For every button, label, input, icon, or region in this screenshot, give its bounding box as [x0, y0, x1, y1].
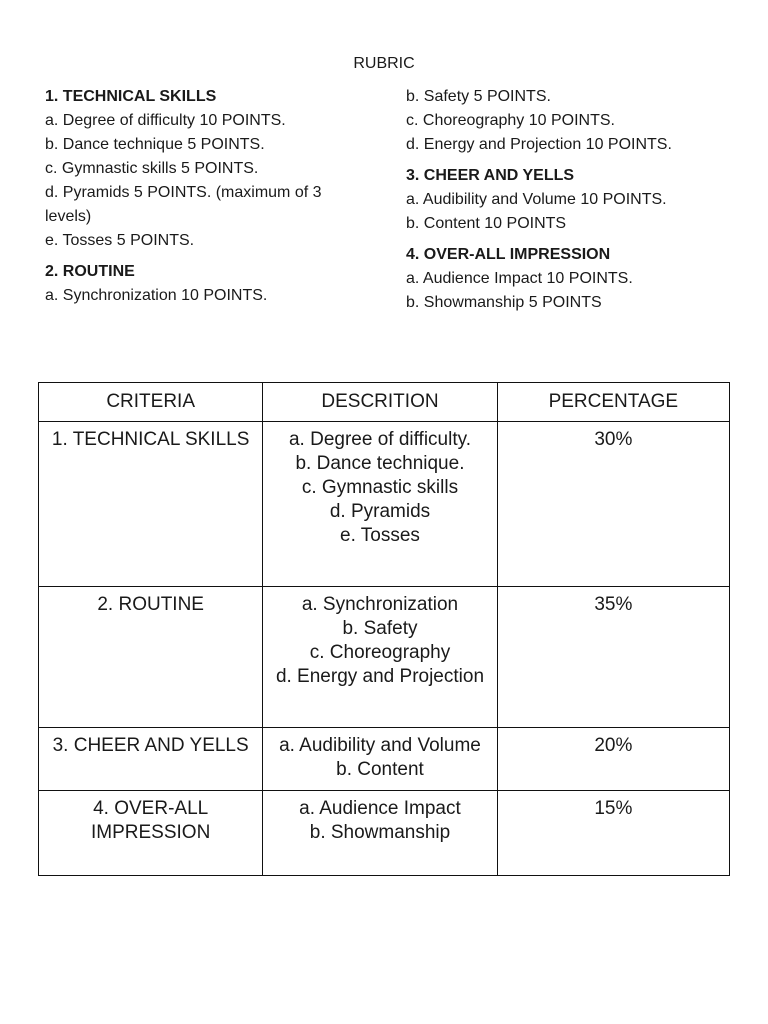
description-cell	[263, 791, 497, 876]
criteria-cell	[39, 587, 263, 728]
description-line: d. Pyramids	[329, 501, 431, 522]
rubric-right-column	[406, 85, 736, 322]
criteria-text: IMPRESSION	[91, 822, 211, 843]
criteria-cell	[39, 791, 263, 876]
section-heading: 1. TECHNICAL SKILLS	[45, 88, 217, 105]
criteria-cell	[39, 422, 263, 587]
description-line: c. Gymnastic skills	[301, 477, 459, 498]
section-technical-skills	[45, 85, 365, 253]
column-header-percentage: PERCENTAGE	[497, 383, 729, 422]
section-routine-continued	[406, 85, 736, 157]
list-item: c. Choreography 10 POINTS.	[406, 112, 615, 129]
list-item: c. Gymnastic skills 5 POINTS.	[45, 160, 259, 177]
description-line: d. Energy and Projection	[275, 666, 485, 687]
page-title: RUBRIC	[353, 55, 415, 72]
list-item: a. Audience Impact 10 POINTS.	[406, 270, 633, 287]
column-header-criteria: CRITERIA	[39, 383, 263, 422]
section-heading: 3. CHEER AND YELLS	[406, 167, 575, 184]
criteria-text: 2. ROUTINE	[97, 594, 204, 615]
table-row	[39, 587, 730, 728]
section-heading: 4. OVER-ALL IMPRESSION	[406, 246, 611, 263]
criteria-text: 3. CHEER AND YELLS	[52, 735, 249, 756]
description-line: b. Safety	[342, 618, 418, 639]
list-item: d. Energy and Projection 10 POINTS.	[406, 136, 672, 153]
list-item: b. Content 10 POINTS	[406, 215, 567, 232]
table-row	[39, 791, 730, 876]
description-line: a. Audibility and Volume	[279, 735, 481, 756]
description-line: b. Dance technique.	[295, 453, 465, 474]
description-line: e. Tosses	[340, 525, 420, 546]
description-cell	[263, 728, 497, 791]
description-line: b. Showmanship	[309, 822, 451, 843]
section-overall-impression	[406, 243, 736, 315]
list-item: b. Safety 5 POINTS.	[406, 88, 551, 105]
percentage-cell: 30%	[497, 422, 729, 587]
list-item: b. Dance technique 5 POINTS.	[45, 136, 265, 153]
percentage-cell: 35%	[497, 587, 729, 728]
section-heading: 2. ROUTINE	[45, 263, 135, 280]
list-item: b. Showmanship 5 POINTS	[406, 294, 602, 311]
table-row	[39, 422, 730, 587]
column-header-description: DESCRITION	[263, 383, 497, 422]
description-line: c. Choreography	[309, 642, 451, 663]
percentage-cell: 15%	[497, 791, 729, 876]
description-line: b. Content	[336, 759, 424, 780]
percentage-cell: 20%	[497, 728, 729, 791]
description-line: a. Degree of difficulty.	[288, 429, 471, 450]
description-cell	[263, 587, 497, 728]
section-cheer-and-yells	[406, 164, 736, 236]
rubric-left-column	[45, 85, 365, 315]
section-routine	[45, 260, 365, 308]
list-item: a. Audibility and Volume 10 POINTS.	[406, 191, 667, 208]
description-line: a. Audience Impact	[299, 798, 461, 819]
criteria-cell	[39, 728, 263, 791]
table-header-row	[39, 383, 730, 422]
table-row	[39, 728, 730, 791]
list-item: d. Pyramids 5 POINTS. (maximum of 3 levels)	[45, 184, 322, 225]
list-item: e. Tosses 5 POINTS.	[45, 232, 195, 249]
criteria-text: 1. TECHNICAL SKILLS	[51, 429, 250, 450]
description-line: a. Synchronization	[301, 594, 459, 615]
criteria-text: 4. OVER-ALL	[93, 798, 209, 819]
criteria-table	[38, 382, 730, 876]
description-cell	[263, 422, 497, 587]
list-item: a. Degree of difficulty 10 POINTS.	[45, 112, 286, 129]
list-item: a. Synchronization 10 POINTS.	[45, 287, 268, 304]
